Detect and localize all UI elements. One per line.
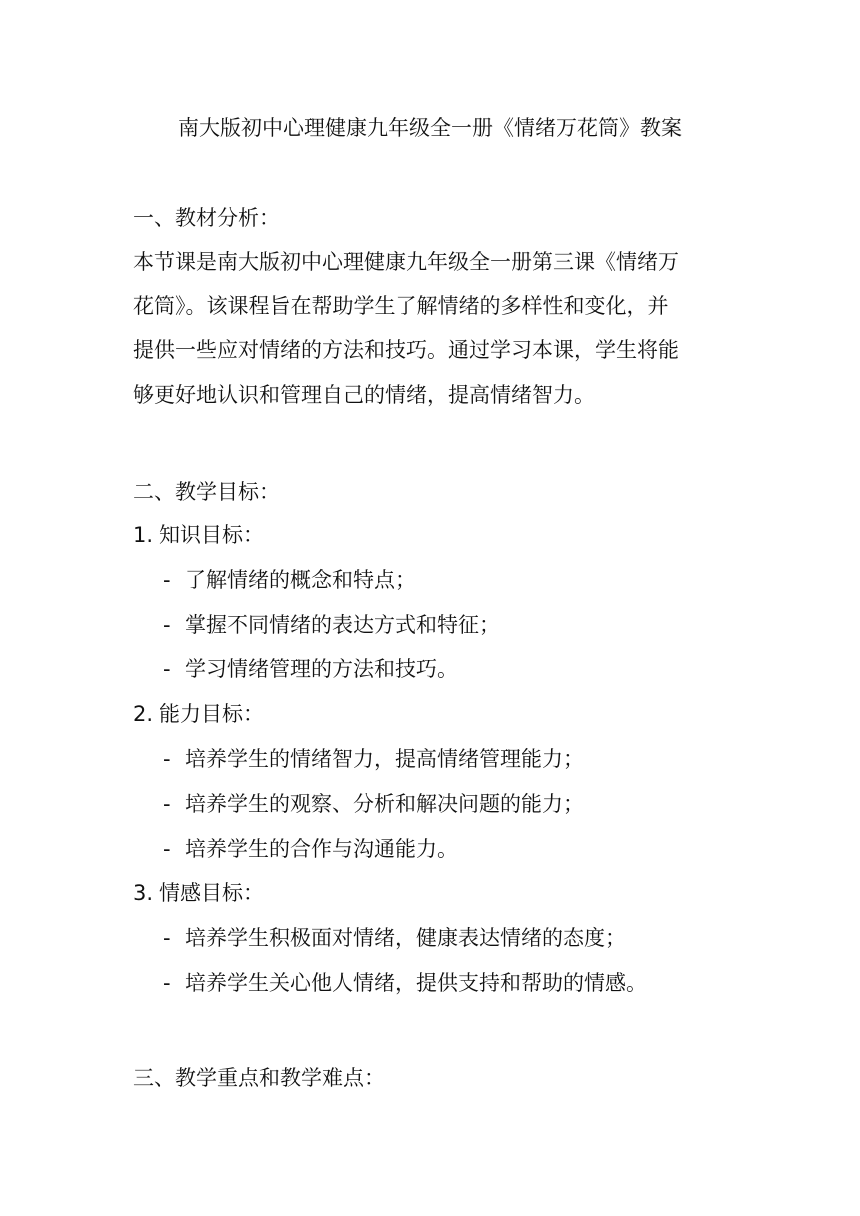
bullet-marker: - <box>163 792 171 816</box>
goal-label: 情感目标： <box>159 881 264 905</box>
goal-number: 1. <box>133 523 154 547</box>
goal-item <box>163 924 626 952</box>
goal-item-text: 掌握不同情绪的表达方式和特征； <box>185 613 500 637</box>
goal-label: 能力目标： <box>159 702 264 726</box>
goal-item <box>163 790 584 818</box>
goal-heading <box>133 700 264 728</box>
goal-item <box>163 611 500 639</box>
goal-number: 3. <box>133 881 154 905</box>
section1-paragraph-line: 够更好地认识和管理自己的情绪，提高情绪智力。 <box>133 383 595 407</box>
goal-item-text: 培养学生关心他人情绪，提供支持和帮助的情感。 <box>185 971 647 995</box>
bullet-marker: - <box>163 747 171 771</box>
goal-heading <box>133 879 264 907</box>
bullet-marker: - <box>163 971 171 995</box>
section1-paragraph-line: 本节课是南大版初中心理健康九年级全一册第三课《情绪万 <box>133 250 679 274</box>
goal-number: 2. <box>133 702 154 726</box>
bullet-marker: - <box>163 837 171 861</box>
goal-item-text: 培养学生的合作与沟通能力。 <box>185 837 458 861</box>
goal-label: 知识目标： <box>159 523 264 547</box>
section2-heading: 二、教学目标： <box>133 480 280 504</box>
section3-heading: 三、教学重点和教学难点： <box>133 1066 385 1090</box>
goal-heading <box>133 521 264 549</box>
bullet-marker: - <box>163 926 171 950</box>
goal-item-text: 培养学生的观察、分析和解决问题的能力； <box>185 792 584 816</box>
bullet-marker: - <box>163 657 171 681</box>
bullet-marker: - <box>163 613 171 637</box>
document-title: 南大版初中心理健康九年级全一册《情绪万花筒》教案 <box>178 116 682 140</box>
goal-item-text: 了解情绪的概念和特点； <box>185 568 416 592</box>
goal-item <box>163 655 458 683</box>
bullet-marker: - <box>163 568 171 592</box>
goal-item <box>163 745 584 773</box>
goal-item-text: 培养学生的情绪智力，提高情绪管理能力； <box>185 747 584 771</box>
section1-paragraph-line: 提供一些应对情绪的方法和技巧。通过学习本课，学生将能 <box>133 338 679 362</box>
section1-paragraph-line: 花筒》。该课程旨在帮助学生了解情绪的多样性和变化，并 <box>133 294 669 318</box>
section1-heading: 一、教材分析： <box>133 206 280 230</box>
goal-item-text: 学习情绪管理的方法和技巧。 <box>185 657 458 681</box>
goal-item-text: 培养学生积极面对情绪，健康表达情绪的态度； <box>185 926 626 950</box>
goal-item <box>163 835 458 863</box>
goal-item <box>163 969 647 997</box>
goal-item <box>163 566 416 594</box>
